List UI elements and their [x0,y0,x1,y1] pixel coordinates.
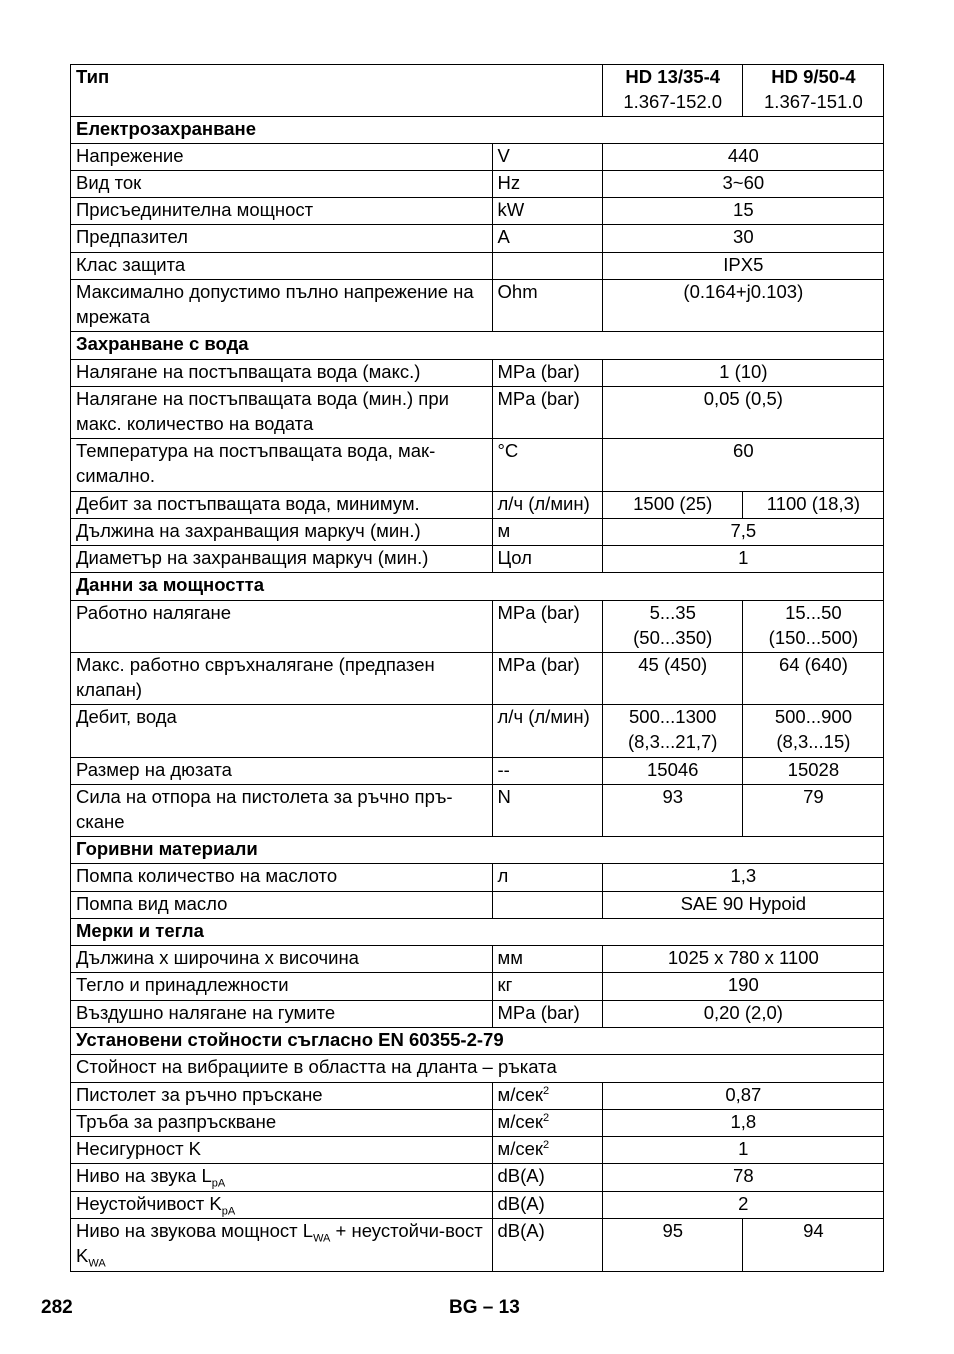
row-value: 15 [602,198,883,225]
row-value: 1 [602,546,883,573]
row-unit: kW [492,198,602,225]
row-vib-k [71,1137,884,1164]
row-unit: л/ч (л/мин) [492,492,602,519]
value-line: (150...500) [768,626,859,648]
row-hose-diameter [71,546,884,573]
row-value: 1 [602,1137,883,1164]
row-label: Диаметър на захранващия маркуч (мин.) [71,546,493,573]
row-label: Дебит, вода [71,705,493,758]
row-value: 1,3 [602,864,883,892]
row-unit [492,253,602,280]
row-label [71,1192,493,1219]
unit-base: м/сек [497,1084,544,1105]
row-label: Дължина на захранващия маркуч (мин.) [71,519,493,546]
row-nozzle [71,758,884,785]
row-value: (0.164+j0.103) [602,280,883,332]
section-performance: Данни за мощността [71,573,884,601]
section-power: Електрозахранване [71,117,884,144]
row-oil-quantity [71,864,884,892]
language-page-label: BG – 13 [449,1297,520,1318]
row-value-model1: 93 [602,785,742,837]
row-label: Пистолет за ръчно пръскане [71,1083,493,1110]
value-line: (50...350) [633,626,713,648]
row-label: Клас защита [71,253,493,280]
row-value-model1: 1500 (25) [602,492,742,519]
row-value: 440 [602,144,883,171]
row-inlet-flow [71,492,884,519]
row-vib-lance [71,1110,884,1137]
row-value-model1 [602,705,742,758]
row-vib-gun [71,1083,884,1110]
row-value-model1 [602,601,742,653]
row-value: IPX5 [602,253,883,280]
label-sub: pA [221,1205,236,1218]
row-value: 30 [602,225,883,253]
row-unit [492,892,602,919]
label-part: Ниво на звукова мощност L [76,1220,314,1241]
type-label: Тип [71,65,603,117]
row-work-pressure [71,601,884,653]
label-part: + неустойчи-вост K [76,1220,483,1266]
row-value-model2: 64 (640) [742,653,883,705]
section-dimensions: Мерки и тегла [71,919,884,946]
label-base: Ниво на звука L [76,1165,212,1186]
row-value: 7,5 [602,519,883,546]
row-label: Въздушно налягане на гумите [71,1001,493,1028]
model1-code: 1.367-152.0 [623,90,723,112]
row-inlet-max [71,360,884,387]
row-unit: V [492,144,602,171]
value-line: 500...900 [774,706,852,727]
row-value: 1 (10) [602,360,883,387]
row-unit: Цол [492,546,602,573]
row-unit: A [492,225,602,253]
label-sub: WA [313,1232,331,1245]
row-unit: dB(A) [492,1219,602,1272]
row-value: 1,8 [602,1110,883,1137]
row-value: 1025 x 780 x 1100 [602,946,883,973]
row-value: 60 [602,439,883,492]
row-unit: MPa (bar) [492,360,602,387]
row-unit: Ohm [492,280,602,332]
row-sound-k [71,1192,884,1219]
row-value-model1: 45 (450) [602,653,742,705]
row-unit: dB(A) [492,1164,602,1192]
row-label: Тръба за разпръскване [71,1110,493,1137]
row-unit: dB(A) [492,1192,602,1219]
model2-name: HD 9/50-4 [771,66,856,87]
row-label: Несигурност K [71,1137,493,1164]
row-value-model2: 15028 [742,758,883,785]
row-weight [71,973,884,1001]
label-sub: WA [88,1257,106,1270]
model2-code: 1.367-151.0 [764,90,863,112]
section-water: Захранване с вода [71,332,884,360]
row-sound [71,1164,884,1192]
row-inlet-temp [71,439,884,492]
header-row [71,65,884,117]
row-label: Работно налягане [71,601,493,653]
vibration-heading: Стойност на вибрациите в областта на дланта – ръката [71,1055,884,1083]
row-protection [71,253,884,280]
row-over-pressure [71,653,884,705]
row-label: Присъединителна мощност [71,198,493,225]
row-unit [492,1137,602,1164]
row-unit: м [492,519,602,546]
row-tyre-pressure [71,1001,884,1028]
row-unit: MPa (bar) [492,1001,602,1028]
spec-table [70,64,884,1272]
row-value: SAE 90 Hypoid [602,892,883,919]
row-unit: MPa (bar) [492,387,602,439]
row-hose-length [71,519,884,546]
row-label [71,1164,493,1192]
value-line: (8,3...15) [776,730,851,752]
row-unit: кг [492,973,602,1001]
row-label: Помпа количество на маслото [71,864,493,892]
row-size [71,946,884,973]
value-line: 5...35 [649,602,696,623]
row-label: Вид ток [71,171,493,198]
model1-header [602,65,742,117]
row-unit [492,1083,602,1110]
row-unit: мм [492,946,602,973]
value-line: (8,3...21,7) [627,730,718,752]
value-line: 500...1300 [629,706,717,727]
row-unit: N [492,785,602,837]
label-sub: pA [211,1177,226,1190]
row-label: Размер на дюзата [71,758,493,785]
row-unit: Hz [492,171,602,198]
row-oil-type [71,892,884,919]
row-value: 3~60 [602,171,883,198]
row-value-model2 [742,705,883,758]
row-value: 0,05 (0,5) [602,387,883,439]
row-value-model2: 94 [742,1219,883,1272]
row-value-model1: 95 [602,1219,742,1272]
row-unit: MPa (bar) [492,601,602,653]
page-number: 282 [41,1297,73,1318]
unit-sup: 2 [543,1138,550,1151]
unit-base: м/сек [497,1138,544,1159]
unit-sup: 2 [543,1111,550,1124]
value-line: 15...50 [785,602,842,623]
row-unit: л/ч (л/мин) [492,705,602,758]
row-water-flow [71,705,884,758]
row-conn-power [71,198,884,225]
unit-base: м/сек [497,1111,544,1132]
row-label: Дължина х широчина х височина [71,946,493,973]
row-voltage [71,144,884,171]
row-recoil [71,785,884,837]
row-value-model2: 1100 (18,3) [742,492,883,519]
model2-header [742,65,883,117]
row-unit: -- [492,758,602,785]
row-unit [492,1110,602,1137]
row-value: 78 [602,1164,883,1192]
row-inlet-min [71,387,884,439]
row-unit: MPa (bar) [492,653,602,705]
row-sound-power [71,1219,884,1272]
label-base: Неустойчивост K [76,1193,222,1214]
row-label: Налягане на постъпващата вода (макс.) [71,360,493,387]
row-label: Помпа вид масло [71,892,493,919]
row-unit: л [492,864,602,892]
row-label [71,1219,493,1272]
row-value: 0,87 [602,1083,883,1110]
row-value: 190 [602,973,883,1001]
row-value-model2: 79 [742,785,883,837]
row-label: Сила на отпора на пистолета за ръчно пръ-скане [71,785,493,837]
row-value-model2 [742,601,883,653]
row-label: Макс. работно свръхналягане (предпазен клапан) [71,653,493,705]
row-value-model1: 15046 [602,758,742,785]
row-value: 2 [602,1192,883,1219]
unit-sup: 2 [543,1084,550,1097]
row-label: Дебит за постъпващата вода, минимум. [71,492,493,519]
row-label: Предпазител [71,225,493,253]
model1-name: HD 13/35-4 [625,66,721,87]
row-unit: °C [492,439,602,492]
row-label: Налягане на постъпващата вода (мин.) при макс. количество на водата [71,387,493,439]
row-max-impedance [71,280,884,332]
row-current [71,171,884,198]
row-label: Максимално допустимо пълно напрежение на мрежата [71,280,493,332]
row-label: Температура на постъпващата вода, мак-симално. [71,439,493,492]
section-values: Установени стойности съгласно EN 60355-2-79 [71,1028,884,1055]
row-label: Напрежение [71,144,493,171]
section-fuels: Горивни материали [71,837,884,864]
row-label: Тегло и принадлежности [71,973,493,1001]
row-value: 0,20 (2,0) [602,1001,883,1028]
row-fuse [71,225,884,253]
